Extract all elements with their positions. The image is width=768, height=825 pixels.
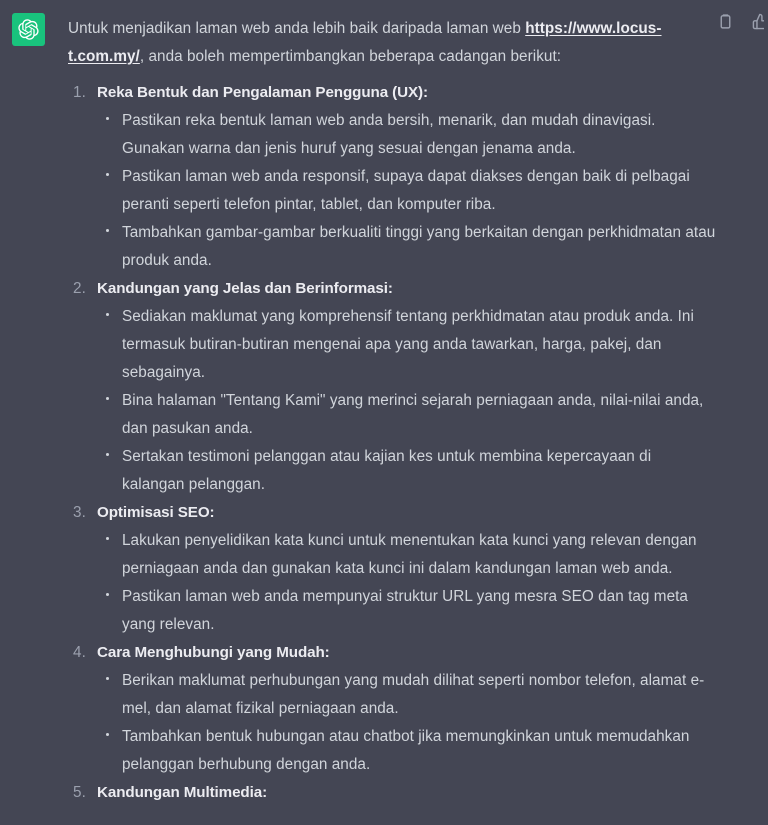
section-title: Kandungan yang Jelas dan Berinformasi:	[97, 280, 393, 297]
copy-icon[interactable]	[717, 13, 734, 30]
list-item: Pastikan laman web anda mempunyai struktur URL yang mesra SEO dan tag meta yang relevan.	[97, 583, 716, 639]
list-item: Tambahkan bentuk hubungan atau chatbot jika memungkinkan untuk memudahkan pelanggan berhubung dengan anda.	[97, 723, 716, 779]
list-item	[68, 639, 716, 779]
list-item: Tambahkan gambar-gambar berkualiti tinggi yang berkaitan dengan perkhidmatan atau produk anda.	[97, 219, 716, 275]
list-item: Lakukan penyelidikan kata kunci untuk menentukan kata kunci yang relevan dengan perniagaan anda dan gunakan kata kunci ini dalam kandungan laman web anda.	[97, 527, 716, 583]
list-item	[68, 79, 716, 275]
list-item: Pastikan reka bentuk laman web anda bersih, menarik, dan mudah dinavigasi. Gunakan warna dan jenis huruf yang sesuai dengan jenama anda.	[97, 107, 716, 163]
list-item	[68, 779, 716, 807]
list-item: Pastikan laman web anda responsif, supaya dapat diakses dengan baik di pelbagai peranti seperti telefon pintar, tablet, dan komputer riba.	[97, 163, 716, 219]
list-item	[68, 499, 716, 639]
list-item: Sediakan maklumat yang komprehensif tentang perkhidmatan atau produk anda. Ini termasuk butiran-butiran mengenai apa yang anda tawarkan, harga, pakej, dan sebagainya.	[97, 303, 716, 387]
list-item: Bina halaman "Tentang Kami" yang merinci sejarah perniagaan anda, nilai-nilai anda, dan pasukan anda.	[97, 387, 716, 443]
suggestions-ordered-list	[68, 79, 716, 807]
chatgpt-assistant-avatar	[12, 13, 45, 46]
section-title: Cara Menghubungi yang Mudah:	[97, 644, 330, 661]
message-actions	[717, 13, 768, 30]
list-item	[68, 275, 716, 499]
sub-bullet-list	[97, 667, 716, 779]
list-item: Berikan maklumat perhubungan yang mudah dilihat seperti nombor telefon, alamat e-mel, dan alamat fizikal perniagaan anda.	[97, 667, 716, 723]
section-title: Optimisasi SEO:	[97, 504, 215, 521]
thumbs-up-icon-wrap	[752, 13, 764, 30]
thumbs-up-icon[interactable]	[752, 13, 764, 30]
list-item: Sertakan testimoni pelanggan atau kajian kes untuk membina kepercayaan di kalangan pelanggan.	[97, 443, 716, 499]
locus-t-website-link[interactable]: https://www.locus-t.com.my/	[68, 20, 662, 65]
sub-bullet-list	[97, 303, 716, 499]
section-title: Kandungan Multimedia:	[97, 784, 268, 801]
intro-text-before: Untuk menjadikan laman web anda lebih baik daripada laman web	[68, 20, 526, 37]
sub-bullet-list	[97, 107, 716, 275]
intro-text-after: , anda boleh mempertimbangkan beberapa cadangan berikut:	[139, 48, 562, 65]
sub-bullet-list	[97, 527, 716, 639]
section-title: Reka Bentuk dan Pengalaman Pengguna (UX):	[97, 84, 428, 101]
assistant-message-content	[68, 12, 716, 807]
intro-paragraph	[68, 12, 716, 71]
